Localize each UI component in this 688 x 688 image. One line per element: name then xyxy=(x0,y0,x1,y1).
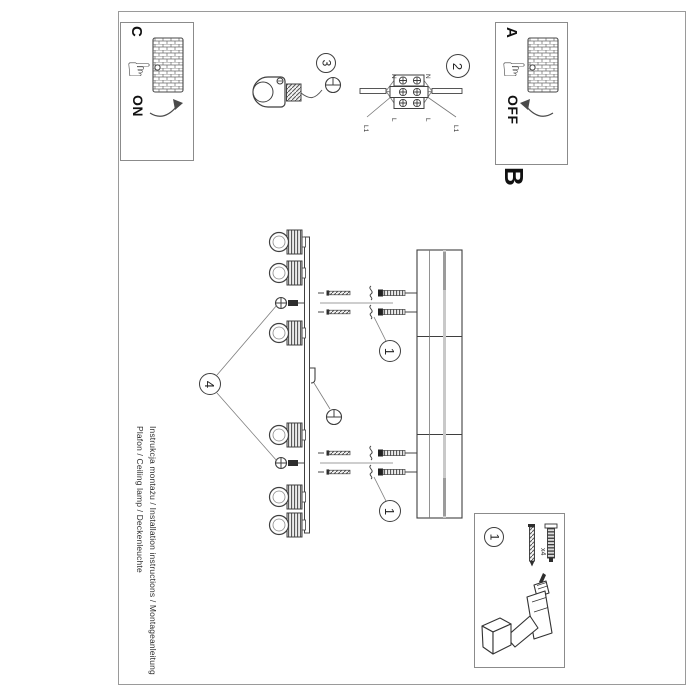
wire xyxy=(301,90,322,98)
step-2-badge: 2 xyxy=(446,54,470,78)
pointing-hand-icon: ☞ xyxy=(501,52,527,86)
kit-step-1-badge: 1 xyxy=(484,527,504,547)
wiring-label-l1: L1 xyxy=(362,125,369,133)
title-line-instructions: Instrukcja montażu / Installation instructions / Montageanleitung xyxy=(148,426,158,675)
kit-quantity: x4 xyxy=(539,548,546,556)
lamp-icon xyxy=(217,230,342,537)
wiring-label-n: N xyxy=(424,74,431,79)
fixing-screw-icon xyxy=(276,298,305,309)
wiring-label-l: L xyxy=(390,118,397,122)
screw-head-icon xyxy=(327,410,342,425)
title-line-product: Plafon / Ceiling lamp / Deckenleuchte xyxy=(135,426,146,573)
step-1-badge: 1 xyxy=(379,500,401,522)
wiring-label-n: N xyxy=(390,74,397,79)
wire-right xyxy=(432,89,462,94)
wire-left xyxy=(360,89,386,94)
step-1-badge: 1 xyxy=(379,340,401,362)
wiring-label-l: L xyxy=(424,118,431,122)
spotlight-icon xyxy=(270,513,306,537)
switch-state-off: OFF xyxy=(505,95,521,125)
panel-a-label: A xyxy=(503,27,520,38)
document-title xyxy=(135,426,408,675)
spotlight-icon xyxy=(270,321,306,345)
wiring-label-l1: L1 xyxy=(452,125,459,133)
ceiling-section-icon xyxy=(417,250,462,518)
terminal-block-icon xyxy=(360,75,462,117)
step-4-badge: 4 xyxy=(199,373,221,395)
fixing-screw-icon xyxy=(276,458,305,469)
step-3-badge: 3 xyxy=(316,53,336,73)
spotlight-icon xyxy=(270,485,306,509)
drill-icon xyxy=(482,573,552,654)
spotlight-icon xyxy=(270,261,306,285)
lamp-bar xyxy=(305,237,310,533)
section-b-label: B xyxy=(499,167,529,186)
screw-icon xyxy=(528,524,535,567)
bracket-icon xyxy=(253,77,341,107)
spotlight-icon xyxy=(270,230,306,254)
screw-head-icon xyxy=(326,78,341,93)
cable-gland-icon xyxy=(287,84,302,101)
pointing-hand-icon: ☞ xyxy=(126,52,152,86)
switch-state-on: ON xyxy=(130,95,146,117)
panel-c-label: C xyxy=(128,26,145,37)
